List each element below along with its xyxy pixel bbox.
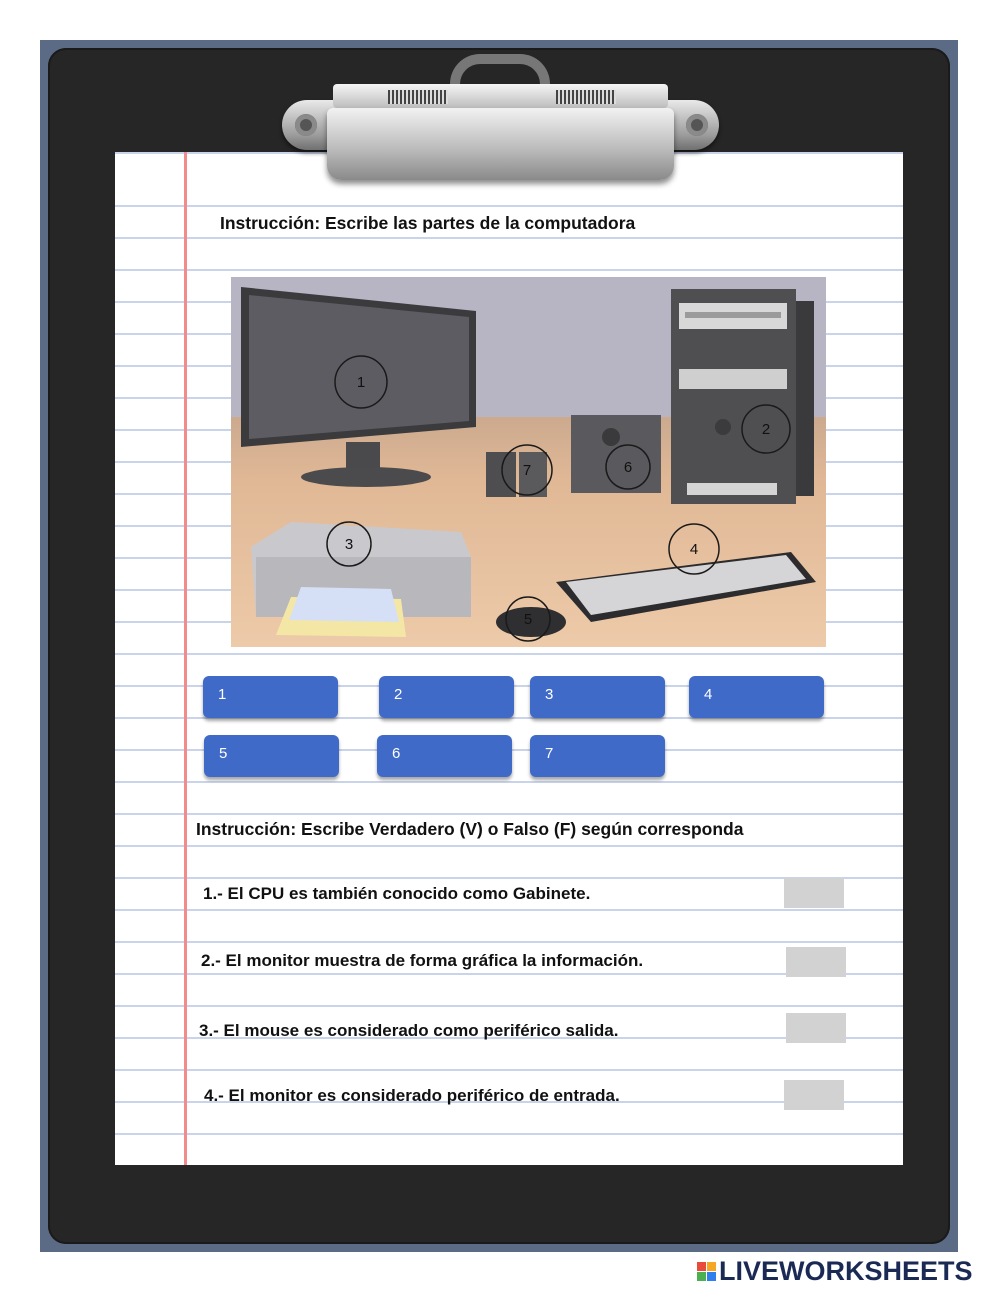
answer-field-3[interactable]: 3 xyxy=(530,676,665,718)
cpu-tower-illustration xyxy=(671,289,814,504)
logo-text: LIVEWORKSHEETS xyxy=(719,1255,973,1286)
instruction-parts: Instrucción: Escribe las partes de la computadora xyxy=(220,213,636,233)
clip-rivet-right xyxy=(686,114,708,136)
keyboard-illustration xyxy=(556,552,816,622)
logo-blocks-icon xyxy=(697,1262,716,1281)
statement-2: 2.- El monitor muestra de forma gráfica la información. xyxy=(201,951,644,970)
marker-label-5: 5 xyxy=(523,611,533,628)
statement-3: 3.- El mouse es considerado como periférico salida. xyxy=(199,1021,619,1040)
answer-field-7[interactable]: 7 xyxy=(530,735,665,777)
printer-illustration xyxy=(251,522,471,637)
answer-field-6[interactable]: 6 xyxy=(377,735,512,777)
answer-field-2[interactable]: 2 xyxy=(379,676,514,718)
answer-field-1[interactable]: 1 xyxy=(203,676,338,718)
marker-label-2: 2 xyxy=(761,421,771,438)
answer-field-4[interactable]: 4 xyxy=(689,676,824,718)
clip-spring-left xyxy=(388,90,448,104)
statement-4: 4.- El monitor es considerado periférico de entrada. xyxy=(204,1086,620,1105)
computer-illustration xyxy=(231,277,826,647)
tf-answer-box-1[interactable] xyxy=(784,878,844,908)
marker-label-6: 6 xyxy=(623,459,633,476)
tf-answer-box-2[interactable] xyxy=(786,947,846,977)
clip-rivet-left xyxy=(295,114,317,136)
computer-parts-image xyxy=(231,277,826,647)
speakers-illustration xyxy=(486,415,661,497)
clip-spring-right xyxy=(556,90,616,104)
marker-label-4: 4 xyxy=(689,541,699,558)
clip-front xyxy=(327,108,674,180)
instruction-true-false: Instrucción: Escribe Verdadero (V) o Falso (F) según corresponda xyxy=(196,819,744,839)
tf-answer-box-4[interactable] xyxy=(784,1080,844,1110)
answer-field-5[interactable]: 5 xyxy=(204,735,339,777)
marker-label-7: 7 xyxy=(522,462,532,479)
statement-1: 1.- El CPU es también conocido como Gabinete. xyxy=(203,884,591,903)
clip-top xyxy=(333,84,668,108)
margin-line xyxy=(184,152,187,1165)
marker-label-1: 1 xyxy=(356,374,366,391)
tf-answer-box-3[interactable] xyxy=(786,1013,846,1043)
marker-label-3: 3 xyxy=(344,536,354,553)
liveworksheets-logo xyxy=(697,1256,973,1286)
